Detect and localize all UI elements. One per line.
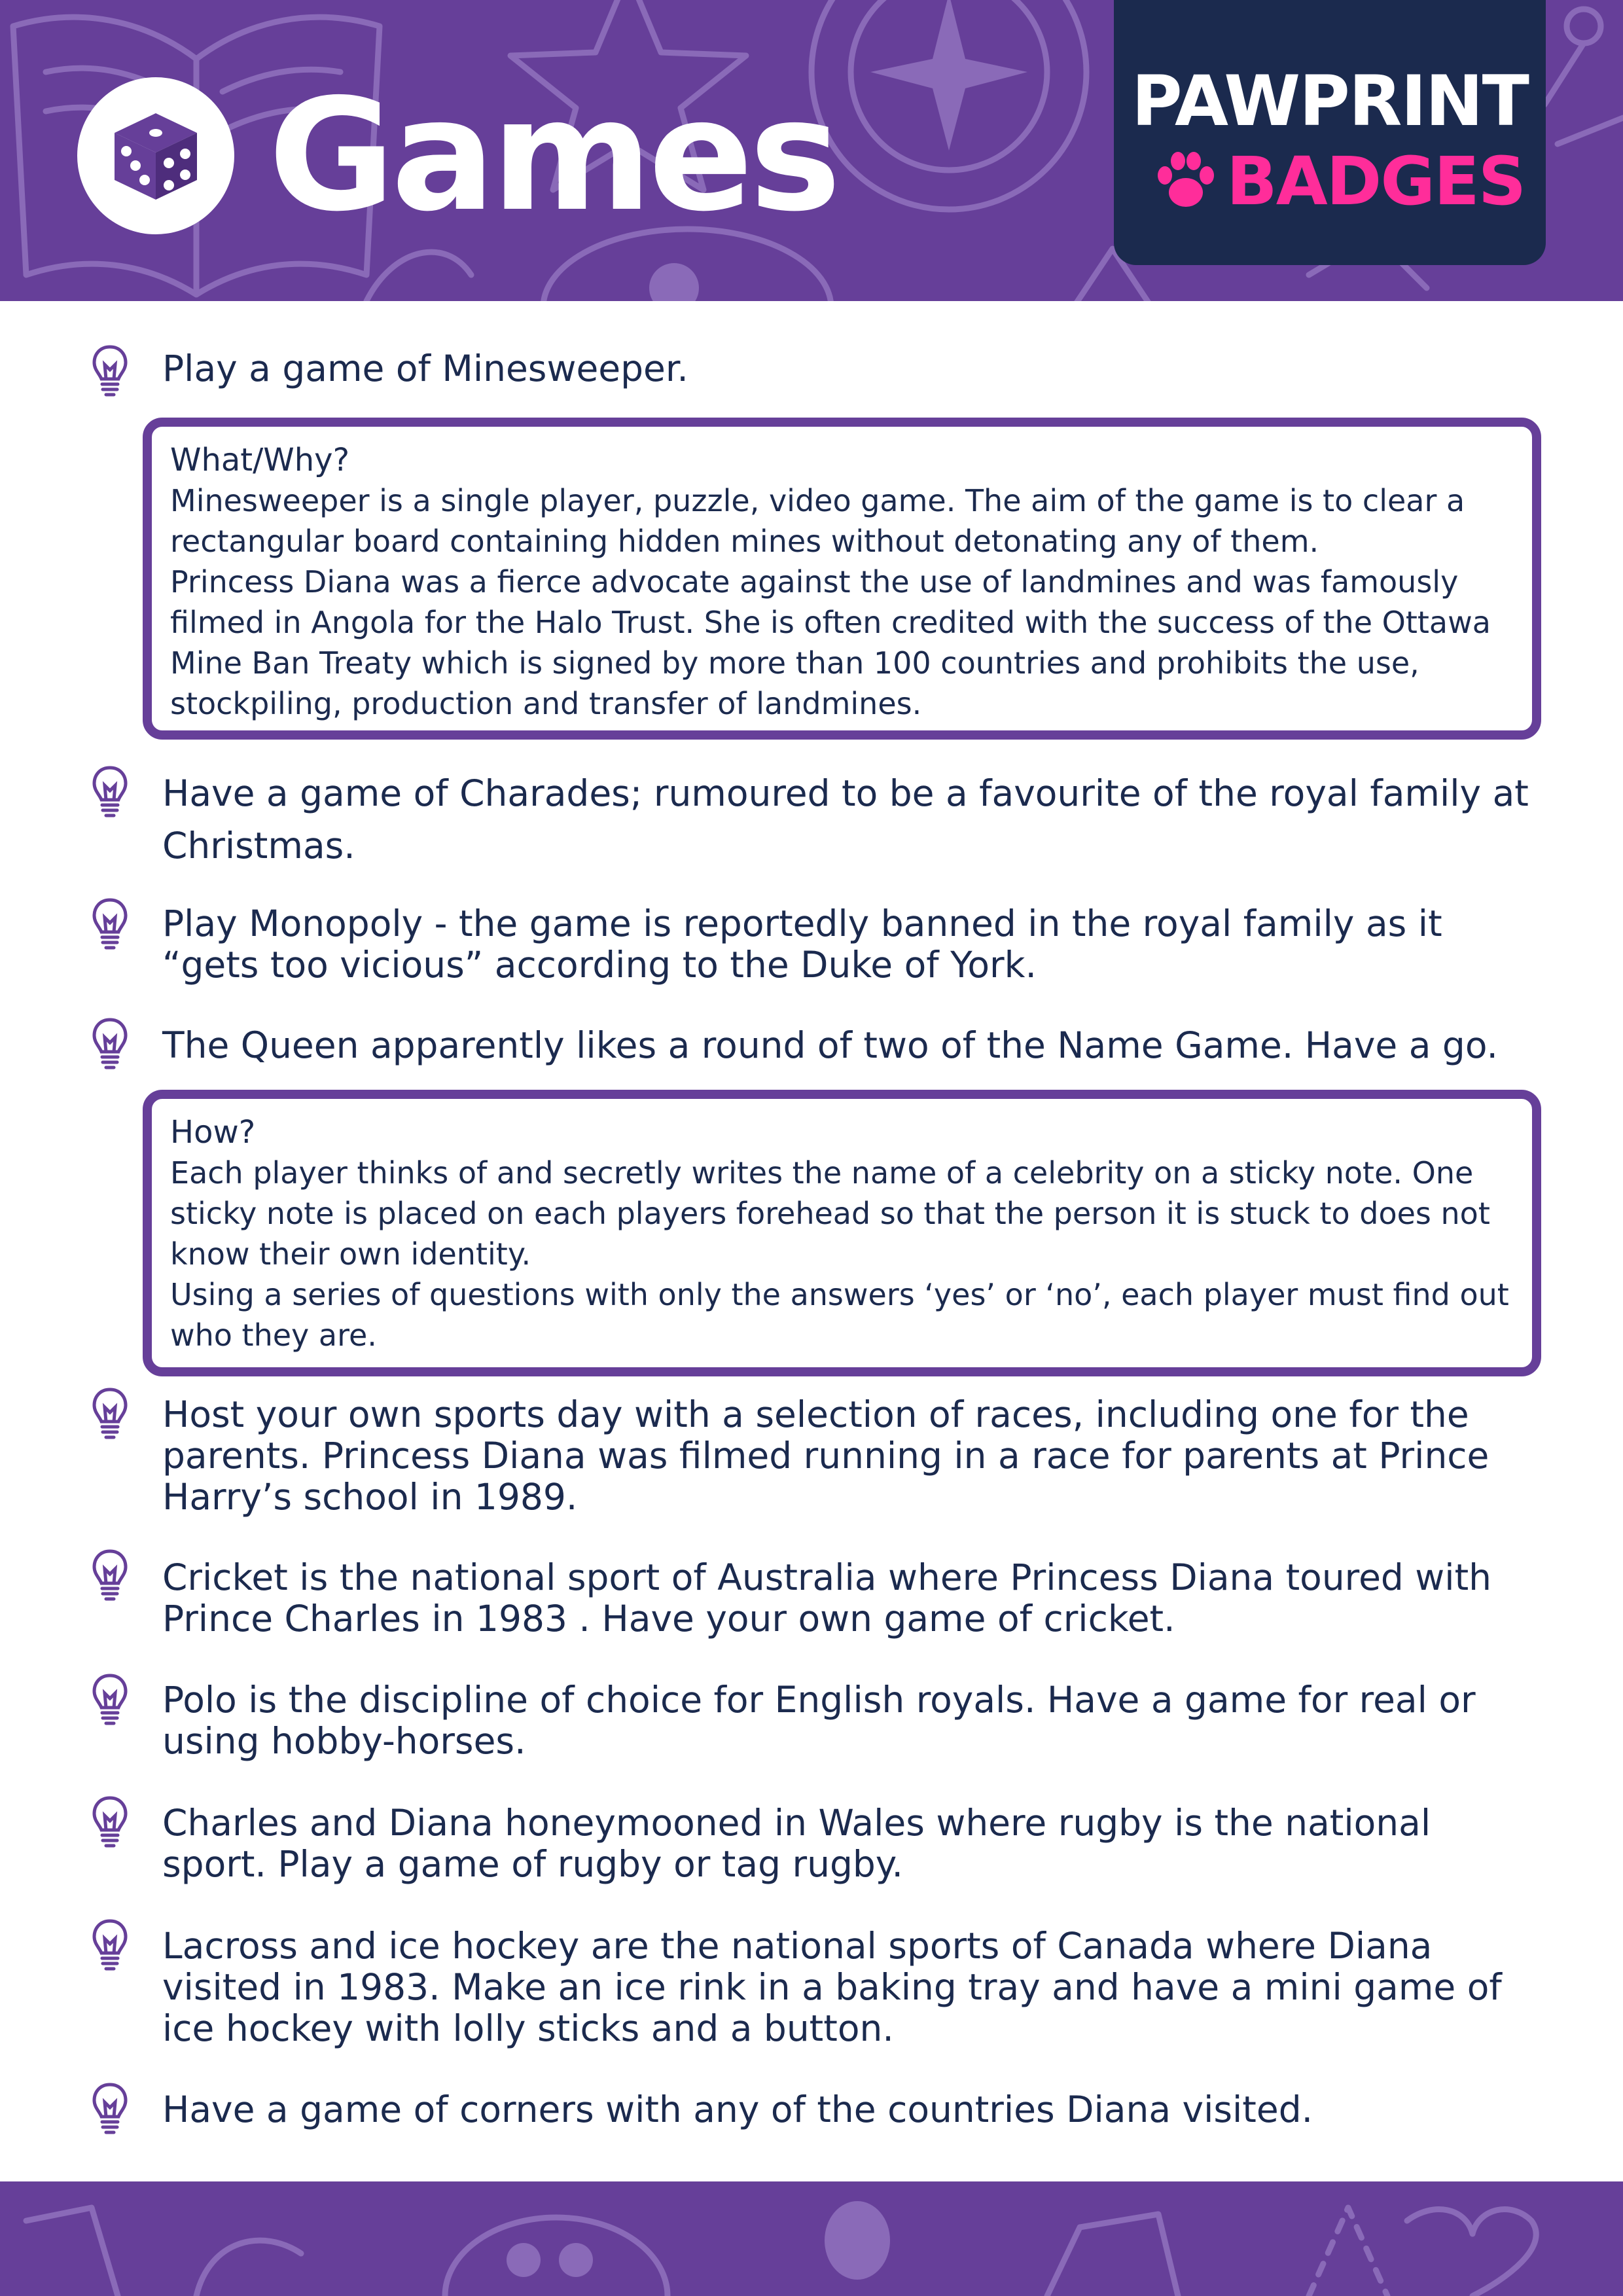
lightbulb-icon [90,1918,130,1975]
box-paragraph: Using a series of questions with only the answers ‘yes’ or ‘no’, each player must find out who they are. [170,1277,1509,1353]
list-item: Charles and Diana honeymooned in Wales where rugby is the national sport. Play a game of rugby or tag rugby. [162,1802,1431,1885]
lightbulb-icon [90,1386,130,1444]
dice-icon [107,107,205,205]
list-item: Play a game of Minesweeper. [162,348,688,389]
box-title: What/Why? [170,442,350,478]
list-item: Have a game of Charades; rumoured to be a favourite of the royal family at Christmas. [162,772,1529,867]
logo-line-badges-row [1153,143,1525,221]
logo-line-pawprint: PAWPRINT [1132,61,1528,141]
footer-banner [0,2181,1623,2296]
lightbulb-icon [90,344,130,401]
box-title: How? [170,1114,256,1151]
list-item: The Queen apparently likes a round of two of the Name Game. Have a go. [162,1024,1498,1066]
header-banner [0,0,1623,301]
what-why-info-box [143,418,1541,740]
lightbulb-icon [90,1672,130,1730]
list-item: Lacross and ice hockey are the national sports of Canada where Diana visited in 1983. Make an ice rink in a baking tray and have a mini game of ice hockey with lolly sticks and a button. [162,1925,1502,2049]
how-info-box [143,1090,1541,1376]
lightbulb-icon [90,1795,130,1852]
lightbulb-icon [90,1016,130,1074]
logo-line-badges: BADGES [1226,143,1525,221]
paw-icon [1153,148,1219,213]
box-paragraph: Each player thinks of and secretly writes the name of a celebrity on a sticky note. One sticky note is placed on each players forehead so that the person it is stuck to does not know their own identity. [170,1155,1490,1272]
list-item: Have a game of corners with any of the countries Diana visited. [162,2089,1313,2130]
page-title: Games [268,65,838,245]
pawprint-badges-logo [1114,0,1546,265]
list-item: Cricket is the national sport of Australia where Princess Diana toured with Prince Charles in 1983 . Have your own game of cricket. [162,1556,1491,1640]
box-paragraph: Minesweeper is a single player, puzzle, video game. The aim of the game is to clear a rectangular board containing hidden mines without detonating any of them. [170,483,1465,559]
list-item: Host your own sports day with a selection of races, including one for the parents. Princess Diana was filmed running in a race for parents at Prince Harry’s school in 1989. [162,1393,1489,1518]
dice-badge [77,77,234,234]
lightbulb-icon [90,764,130,822]
list-item: Polo is the discipline of choice for English royals. Have a game for real or using hobby-horses. [162,1679,1476,1762]
lightbulb-icon [90,1548,130,1605]
box-paragraph: Princess Diana was a fierce advocate against the use of landmines and was famously filmed in Angola for the Halo Trust. She is often credited with the success of the Ottawa Mine Ban Treaty which is signed by more than 100 countries and prohibits the use, stockpiling, production and transfer of landmines. [170,564,1491,721]
lightbulb-icon [90,897,130,954]
footer-doodle-pattern [0,2181,1623,2296]
list-item: Play Monopoly - the game is reportedly banned in the royal family as it “gets too vicious” according to the Duke of York. [162,903,1442,986]
lightbulb-icon [90,2081,130,2139]
